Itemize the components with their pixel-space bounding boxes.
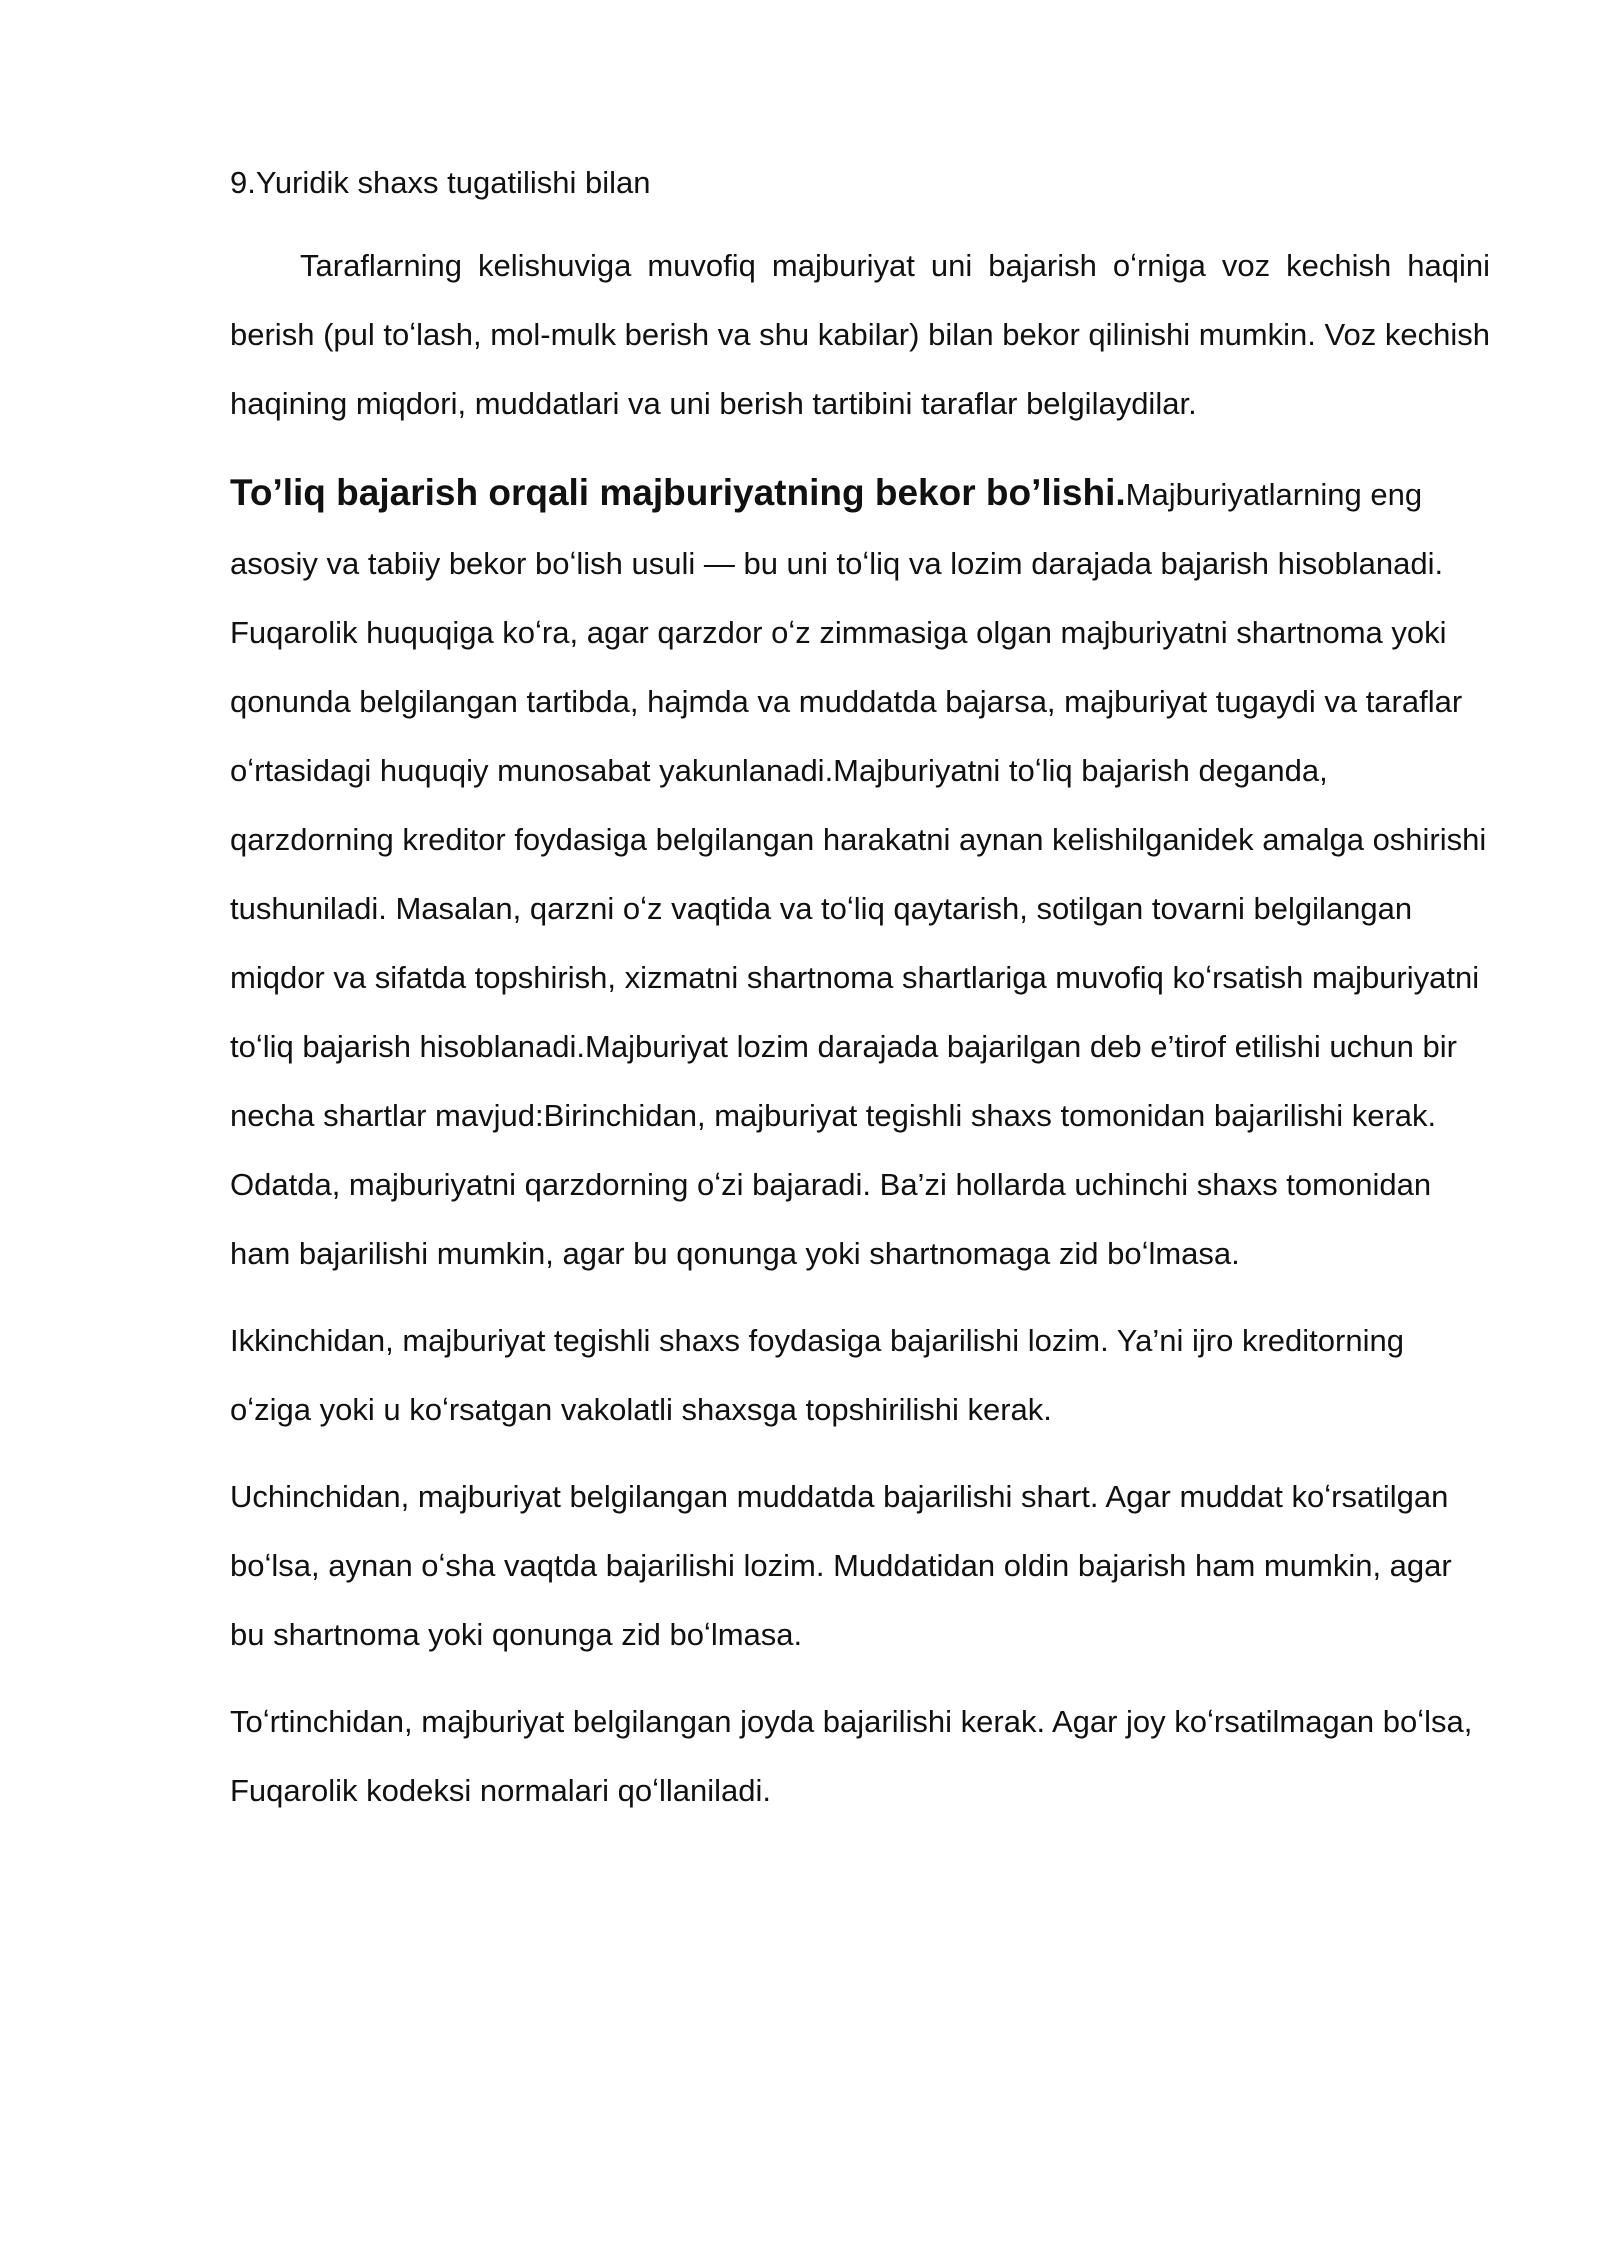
paragraph-compensation: Taraflarning kelishuviga muvofiq majburiyat uni bajarish oʻrniga voz kechish haqini berish (pul toʻlash, mol-mulk berish va shu kabilar) bilan bekor qilinishi mumkin. Voz kechish haqining miqdori, muddatlari va uni berish tartibini taraflar belgilaydilar. — [230, 248, 1490, 421]
section-title: To’liq bajarish orqali majburiyatning bekor bo’lishi. — [230, 472, 1126, 513]
paragraph-fourth-condition: Toʻrtinchidan, majburiyat belgilangan joyda bajarilishi kerak. Agar joy koʻrsatilmagan boʻlsa, Fuqarolik kodeksi normalari qoʻllaniladi. — [230, 1704, 1473, 1808]
paragraph-second-condition: Ikkinchidan, majburiyat tegishli shaxs foydasiga bajarilishi lozim. Ya’ni ijro kreditorning oʻziga yoki u koʻrsatgan vakolatli shaxsga topshirilishi kerak. — [230, 1323, 1404, 1427]
document-body — [230, 148, 1490, 1843]
section-body: Majburiyatlarning eng asosiy va tabiiy bekor boʻlish usuli — bu uni toʻliq va lozim darajada bajarish hisoblanadi. Fuqarolik huquqiga koʻra, agar qarzdor oʻz zimmasiga olgan majburiyatni shartnoma yoki qonunda belgilangan tartibda, hajmda va muddatda bajarsa, majburiyat tugaydi va taraflar oʻrtasidagi huquqiy munosabat yakunlanadi.Majburiyatni toʻliq bajarish deganda, qarzdorning kreditor foydasiga belgilangan harakatni aynan kelishilganidek amalga oshirishi tushuniladi. Masalan, qarzni oʻz vaqtida va toʻliq qaytarish, sotilgan tovarni belgilangan miqdor va sifatda topshirish, xizmatni shartnoma shartlariga muvofiq koʻrsatish majburiyatni toʻliq bajarish hisoblanadi.Majburiyat lozim darajada bajarilgan deb e’tirof etilishi uchun bir necha shartlar mavjud:Birinchidan, majburiyat tegishli shaxs tomonidan bajarilishi kerak. Odatda, majburiyatni qarzdorning oʻzi bajaradi. Ba’zi hollarda uchinchi shaxs tomonidan ham bajarilishi mumkin, agar bu qonunga yoki shartnomaga zid boʻlmasa. — [230, 477, 1487, 1271]
section-paragraph — [230, 458, 1490, 1288]
list-item-heading: 9.Yuridik shaxs tugatilishi bilan — [230, 165, 651, 200]
paragraph-third-condition: Uchinchidan, majburiyat belgilangan muddatda bajarilishi shart. Agar muddat koʻrsatilgan boʻlsa, aynan oʻsha vaqtda bajarilishi lozim. Muddatidan oldin bajarish ham mumkin, agar bu shartnoma yoki qonunga zid boʻlmasa. — [230, 1479, 1452, 1652]
